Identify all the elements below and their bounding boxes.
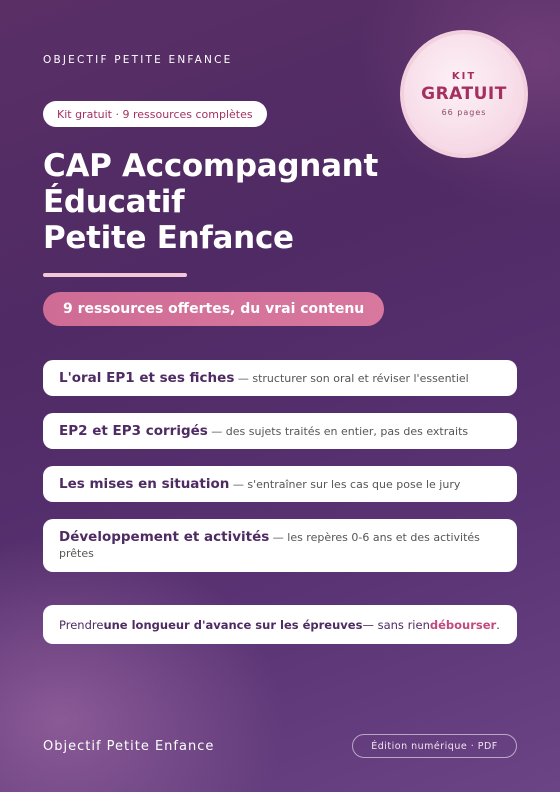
seal-gratuit-label: GRATUIT xyxy=(421,84,507,104)
resource-card-ep2-ep3 xyxy=(43,413,517,449)
seal-pages-label: 66 pages xyxy=(441,108,487,117)
seal-kit-label: KIT xyxy=(451,71,477,82)
resource-desc: — des sujets traités en entier, pas des extraits xyxy=(207,424,469,438)
title-line-3: Petite Enfance xyxy=(43,220,294,256)
edition-badge: Édition numérique · PDF xyxy=(352,734,517,758)
resource-desc: — s'entraîner sur les cas que pose le jury xyxy=(229,477,461,491)
callout-text-pre: Prendre xyxy=(59,617,104,632)
title-divider xyxy=(43,273,187,277)
brand-name-bottom: Objectif Petite Enfance xyxy=(43,739,215,754)
resource-card-oral xyxy=(43,360,517,396)
resource-label: EP2 et EP3 corrigés xyxy=(59,422,208,439)
page-title xyxy=(43,148,403,256)
resource-card-situations xyxy=(43,466,517,502)
title-line-2: Éducatif xyxy=(43,184,185,220)
resource-label: Développement et activités xyxy=(59,529,270,545)
resource-desc: — structurer son oral et réviser l'essentiel xyxy=(234,371,469,385)
resource-label: Les mises en situation xyxy=(59,475,230,492)
callout-box xyxy=(43,605,517,644)
callout-text-mid: — sans rien xyxy=(362,617,430,632)
brand-name-top: OBJECTIF PETITE ENFANCE xyxy=(43,54,233,66)
resource-label: L'oral EP1 et ses fiches xyxy=(59,369,235,386)
title-line-1: CAP Accompagnant xyxy=(43,148,378,184)
callout-text-bold: une longueur d'avance sur les épreuves xyxy=(103,617,363,632)
resource-desc: — les repères 0-6 ans et des activités prêtes xyxy=(59,531,480,560)
highlight-banner: 9 ressources offertes, du vrai contenu xyxy=(43,292,384,326)
callout-text-end: . xyxy=(496,617,500,632)
free-kit-badge: Kit gratuit · 9 ressources complètes xyxy=(43,101,267,127)
free-kit-seal xyxy=(400,30,528,158)
callout-text-pink: débourser xyxy=(429,617,497,632)
resource-card-development xyxy=(43,519,517,572)
